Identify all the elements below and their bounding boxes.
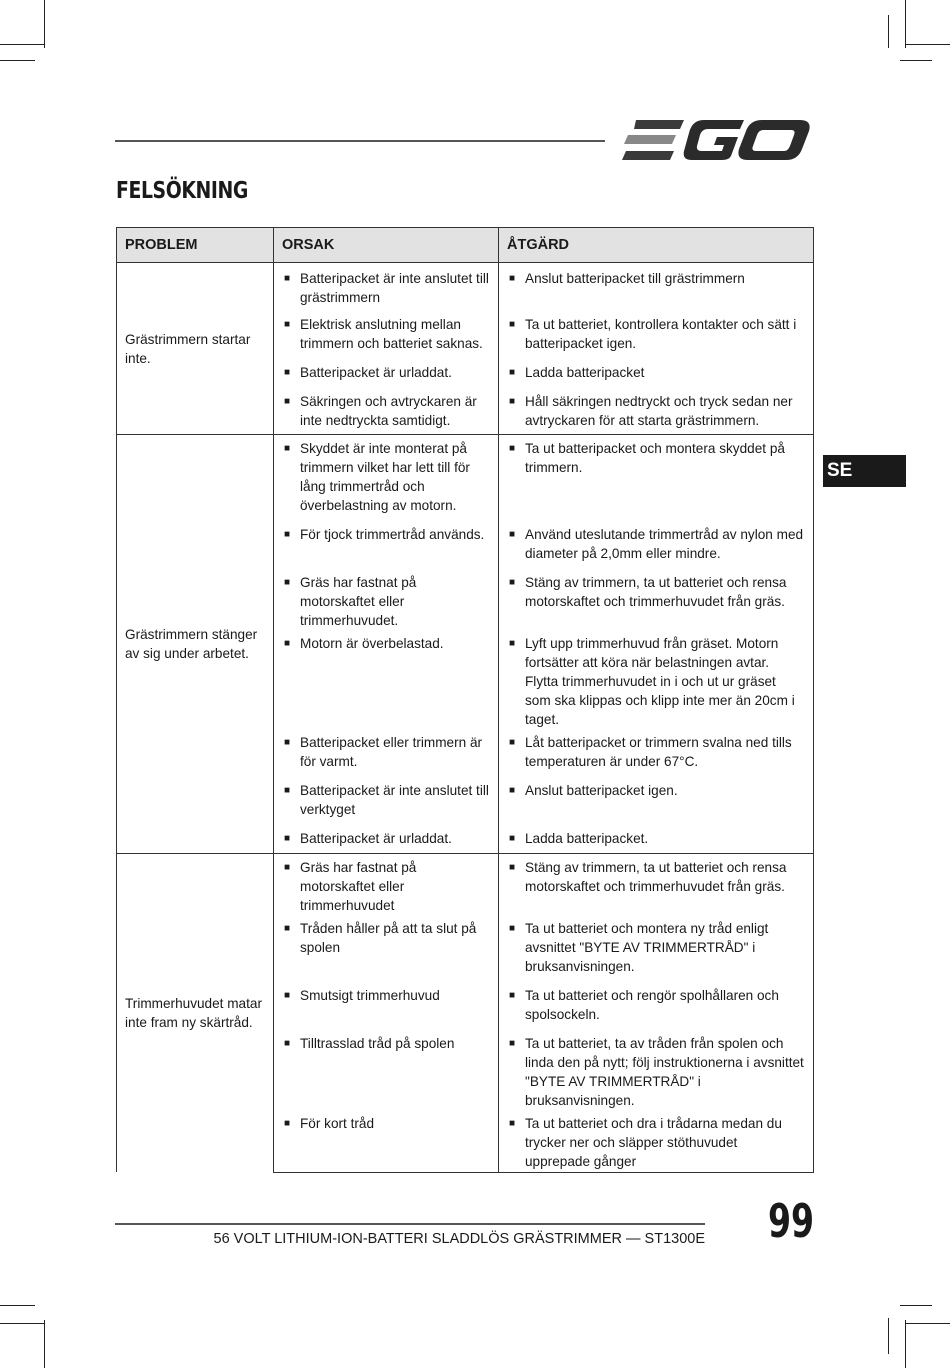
action-cell: ■ Ladda batteripacket. (499, 825, 814, 854)
language-tab: SE (823, 455, 906, 487)
cause-cell: ■ Smutsigt trimmerhuvud (274, 982, 499, 1030)
action-cell: ■ Stäng av trimmern, ta ut batteriet och rensa motorskaftet och trimmerhuvudet från gräs. (499, 569, 814, 630)
cause-cell: ■ Batteripacket är urladdat. (274, 825, 499, 854)
bullet-icon: ■ (284, 1038, 291, 1049)
bullet-icon: ■ (509, 784, 516, 796)
crop-mark (0, 1323, 44, 1324)
bullet-icon: ■ (509, 366, 516, 378)
bullet-icon: ■ (284, 923, 291, 934)
header-problem: PROBLEM (117, 228, 274, 263)
bullet-icon: ■ (509, 528, 516, 540)
cause-cell: ■ Motorn är överbelastad. (274, 630, 499, 729)
action-cell: ■ Stäng av trimmern, ta ut batteriet och rensa motorskaftet och trimmerhuvudet från gräs. (499, 854, 814, 916)
crop-mark (44, 0, 45, 48)
action-cell: ■ Ta ut batteriet och montera ny tråd enligt avsnittet "BYTE AV TRIMMERTRÅD" i bruksanvisningen. (499, 915, 814, 982)
header-cause: ORSAK (274, 228, 499, 263)
crop-mark (0, 60, 35, 61)
crop-mark (44, 1320, 45, 1368)
action-cell: ■ Låt batteripacket or trimmern svalna ned tills temperaturen är under 67°C. (499, 729, 814, 777)
problem-cell: Grästrimmern stänger av sig under arbetet. (117, 435, 274, 854)
bullet-icon: ■ (509, 443, 516, 454)
header-rule (115, 140, 605, 142)
action-cell: ■ Ta ut batteriet och dra i trådarna medan du trycker ner och släpper stöthuvudet upprepade gånger (499, 1110, 814, 1172)
cause-cell: ■ Batteripacket är urladdat. (274, 359, 499, 388)
bullet-icon: ■ (509, 395, 516, 407)
action-cell: ■ Ta ut batteriet och rengör spolhållaren och spolsockeln. (499, 982, 814, 1030)
bullet-icon: ■ (509, 1038, 516, 1049)
bullet-icon: ■ (284, 318, 291, 330)
action-cell: ■ Ta ut batteriet, ta av tråden från spolen och linda den på nytt; följ instruktionerna i avsnittet "BYTE AV TRIMMERTRÅD" i bruksanvisningen. (499, 1030, 814, 1110)
bullet-icon: ■ (284, 862, 291, 873)
troubleshooting-table (116, 227, 814, 1173)
cause-cell: ■ För kort tråd (274, 1110, 499, 1172)
table-header-row (117, 228, 814, 263)
bullet-icon: ■ (284, 443, 291, 454)
bullet-icon: ■ (509, 862, 516, 873)
bullet-icon: ■ (284, 990, 291, 1001)
footer-product-title: 56 VOLT LITHIUM-ION-BATTERI SLADDLÖS GRÄSTRIMMER — ST1300E (213, 1231, 705, 1247)
action-cell: ■ Ladda batteripacket (499, 359, 814, 388)
table-row (117, 435, 814, 521)
bullet-icon: ■ (284, 528, 291, 540)
crop-mark (905, 1320, 906, 1368)
action-cell: ■ Håll säkringen nedtryckt och tryck sedan ner avtryckaren för att starta grästrimmern. (499, 388, 814, 435)
bullet-icon: ■ (284, 395, 291, 407)
page-number: 99 (768, 1194, 815, 1248)
cause-cell: ■ Gräs har fastnat på motorskaftet eller trimmerhuvudet (274, 854, 499, 916)
cause-cell: ■ Gräs har fastnat på motorskaftet eller trimmerhuvudet. (274, 569, 499, 630)
cause-cell: ■ Elektrisk anslutning mellan trimmern och batteriet saknas. (274, 311, 499, 359)
action-cell: ■ Anslut batteripacket igen. (499, 777, 814, 825)
action-cell: ■ Lyft upp trimmerhuvud från gräset. Motorn fortsätter att köra när belastningen avtar. Flytta trimmerhuvudet in i och ut ur gräset som ska klippas och klipp inte mer än 20cm i taget. (499, 630, 814, 729)
bullet-icon: ■ (509, 923, 516, 934)
bullet-icon: ■ (284, 736, 291, 748)
crop-mark (905, 1323, 950, 1324)
crop-mark (888, 15, 889, 48)
footer-rule (115, 1223, 705, 1225)
bullet-icon: ■ (284, 576, 291, 588)
bullet-icon: ■ (509, 990, 516, 1001)
bullet-icon: ■ (509, 736, 516, 748)
crop-mark (888, 1318, 889, 1354)
cause-cell: ■ För tjock trimmertråd används. (274, 521, 499, 569)
action-cell: ■ Anslut batteripacket till grästrimmern (499, 263, 814, 311)
bullet-icon: ■ (509, 1118, 516, 1129)
cause-cell: ■ Batteripacket är inte anslutet till verktyget (274, 777, 499, 825)
bullet-icon: ■ (284, 366, 291, 378)
problem-cell: Trimmerhuvudet matar inte fram ny skärtråd. (117, 854, 274, 1173)
bullet-icon: ■ (284, 784, 291, 796)
bullet-icon: ■ (284, 637, 291, 649)
table-row (117, 854, 814, 916)
page-title: FELSÖKNING (116, 178, 248, 204)
crop-mark (0, 44, 44, 45)
action-cell: ■ Ta ut batteripacket och montera skyddet på trimmern. (499, 435, 814, 521)
bullet-icon: ■ (284, 1118, 291, 1129)
crop-mark (905, 44, 950, 45)
crop-mark (905, 0, 906, 48)
crop-mark (900, 60, 932, 61)
bullet-icon: ■ (509, 273, 516, 284)
action-cell: ■ Använd uteslutande trimmertråd av nylon med diameter på 2,0mm eller mindre. (499, 521, 814, 569)
cause-cell: ■ Säkringen och avtryckaren är inte nedtryckta samtidigt. (274, 388, 499, 435)
action-cell: ■ Ta ut batteriet, kontrollera kontakter och sätt i batteripacket igen. (499, 311, 814, 359)
bullet-icon: ■ (509, 318, 516, 330)
problem-cell: Grästrimmern startar inte. (117, 263, 274, 435)
bullet-icon: ■ (509, 832, 516, 844)
bullet-icon: ■ (284, 832, 291, 844)
crop-mark (900, 1305, 932, 1306)
crop-mark (0, 1305, 35, 1306)
ego-logo (622, 118, 810, 162)
bullet-icon: ■ (509, 576, 516, 588)
bullet-icon: ■ (284, 273, 291, 284)
header-action: ÅTGÄRD (499, 228, 814, 263)
cause-cell: ■ Batteripacket eller trimmern är för varmt. (274, 729, 499, 777)
cause-cell: ■ Batteripacket är inte anslutet till grästrimmern (274, 263, 499, 311)
table-row (117, 263, 814, 311)
cause-cell: ■ Tråden håller på att ta slut på spolen (274, 915, 499, 982)
bullet-icon: ■ (509, 637, 516, 649)
cause-cell: ■ Tilltrasslad tråd på spolen (274, 1030, 499, 1110)
cause-cell: ■ Skyddet är inte monterat på trimmern vilket har lett till för lång trimmertråd och överbelastning av motorn. (274, 435, 499, 521)
